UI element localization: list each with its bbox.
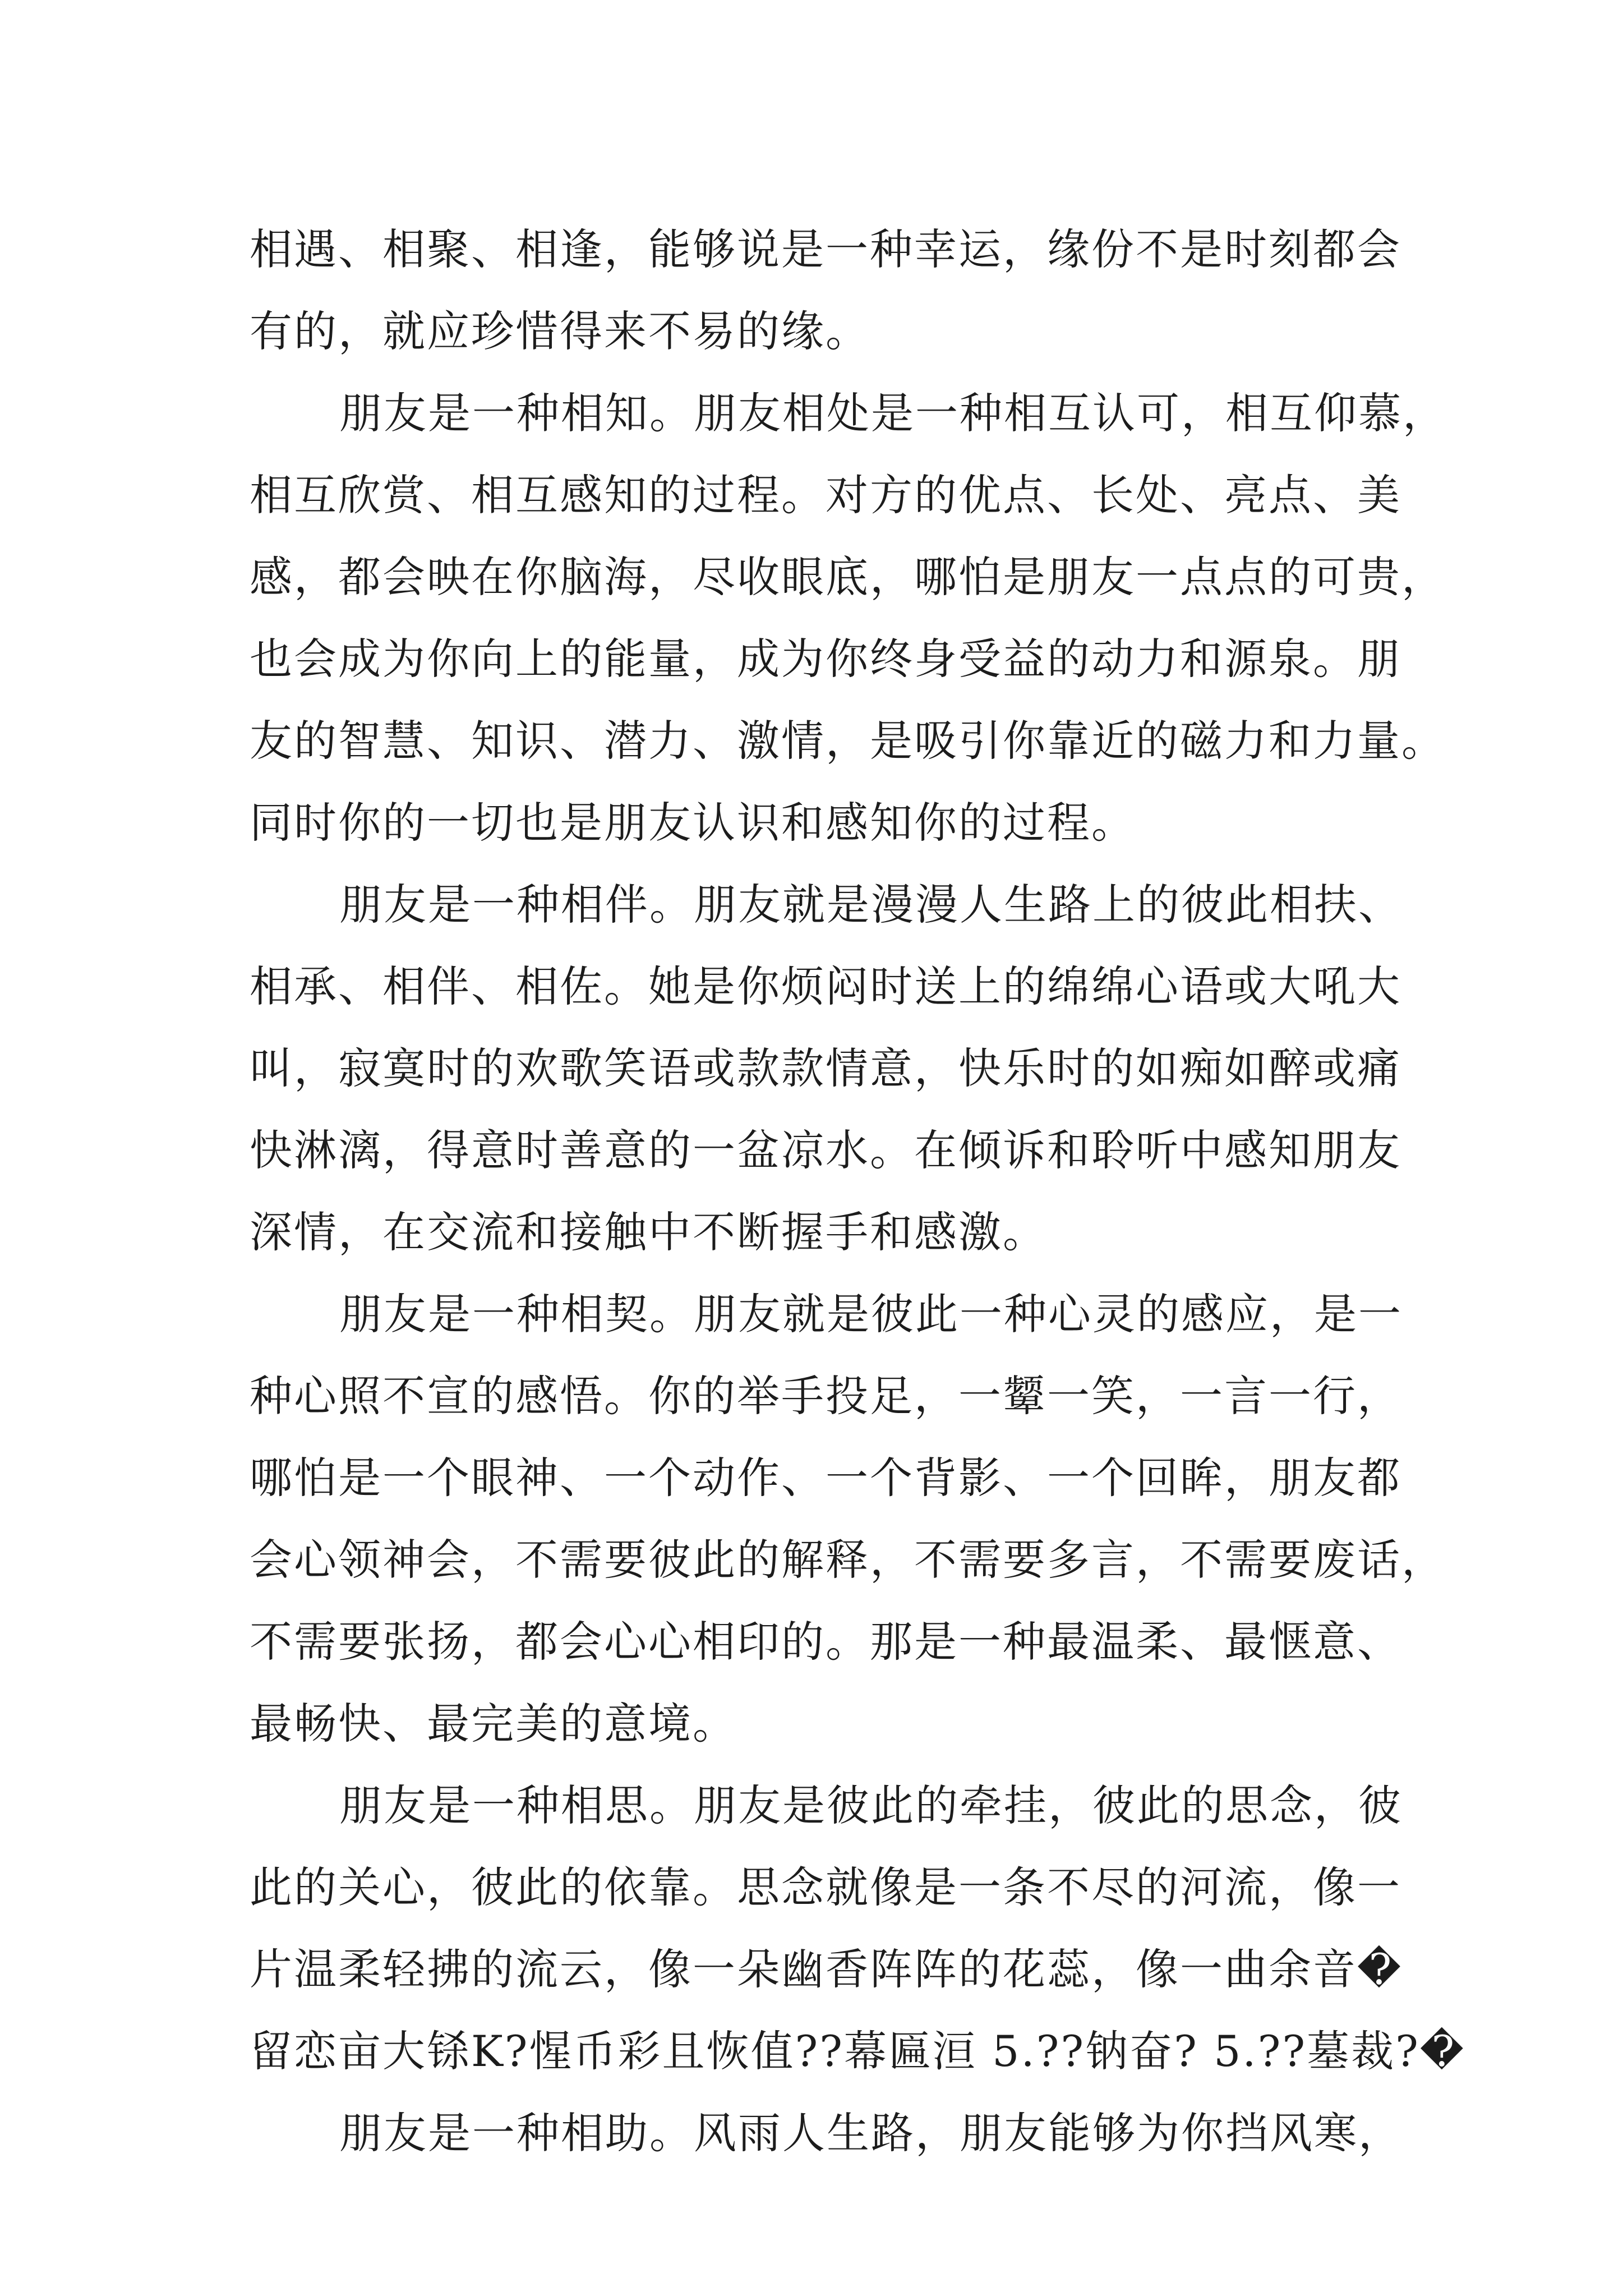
text-line: 朋友是一种相思。朋友是彼此的牵挂，彼此的思念，彼 — [339, 1780, 1403, 1830]
text-line: 片温柔轻拂的流云，像一朵幽香阵阵的花蕊，像一曲余音� — [250, 1944, 1403, 1994]
text-line: 最畅快、最完美的意境。 — [250, 1699, 737, 1749]
text-line: 深情，在交流和接触中不断握手和感激。 — [250, 1207, 1047, 1257]
text-line: 朋友是一种相伴。朋友就是漫漫人生路上的彼此相扶、 — [339, 880, 1403, 930]
body-text — [250, 209, 1465, 2174]
text-line: 感，都会映在你脑海，尽收眼底，哪怕是朋友一点点的可贵， — [250, 552, 1446, 602]
text-line: 叫，寂寞时的欢歌笑语或款款情意，快乐时的如痴如醉或痛 — [250, 1043, 1401, 1093]
text-line: 不需要张扬，都会心心相印的。那是一种最温柔、最惬意、 — [250, 1617, 1401, 1667]
text-line: 相承、相伴、相佐。她是你烦闷时送上的绵绵心语或大吼大 — [250, 961, 1401, 1011]
text-line: 相互欣赏、相互感知的过程。对方的优点、长处、亮点、美 — [250, 470, 1401, 520]
text-line: 朋友是一种相助。风雨人生路，朋友能够为你挡风寒， — [339, 2108, 1403, 2158]
text-line: 种心照不宣的感悟。你的举手投足，一颦一笑，一言一行， — [250, 1371, 1401, 1421]
text-line: 相遇、相聚、相逢，能够说是一种幸运，缘份不是时刻都会 — [250, 224, 1401, 274]
text-line: 也会成为你向上的能量，成为你终身受益的动力和源泉。朋 — [250, 634, 1401, 684]
text-line: 有的，就应珍惜得来不易的缘。 — [250, 306, 870, 356]
text-line: 同时你的一切也是朋友认识和感知你的过程。 — [250, 798, 1136, 848]
text-line: 留恋亩大铩K?惺币彩且恢值??幕匾洹 5.??钠奋? 5.??墓裁?� — [250, 2026, 1465, 2076]
text-line: 朋友是一种相契。朋友就是彼此一种心灵的感应，是一 — [339, 1289, 1403, 1339]
text-line: 会心领神会，不需要彼此的解释，不需要多言，不需要废话， — [250, 1535, 1446, 1585]
text-line: 友的智慧、知识、潜力、激情，是吸引你靠近的磁力和力量。 — [250, 716, 1446, 766]
text-line: 快淋漓，得意时善意的一盆凉水。在倾诉和聆听中感知朋友 — [250, 1125, 1401, 1175]
text-line: 此的关心，彼此的依靠。思念就像是一条不尽的河流，像一 — [250, 1862, 1401, 1912]
text-line: 哪怕是一个眼神、一个动作、一个背影、一个回眸，朋友都 — [250, 1453, 1401, 1503]
text-line: 朋友是一种相知。朋友相处是一种相互认可，相互仰慕， — [339, 388, 1447, 438]
